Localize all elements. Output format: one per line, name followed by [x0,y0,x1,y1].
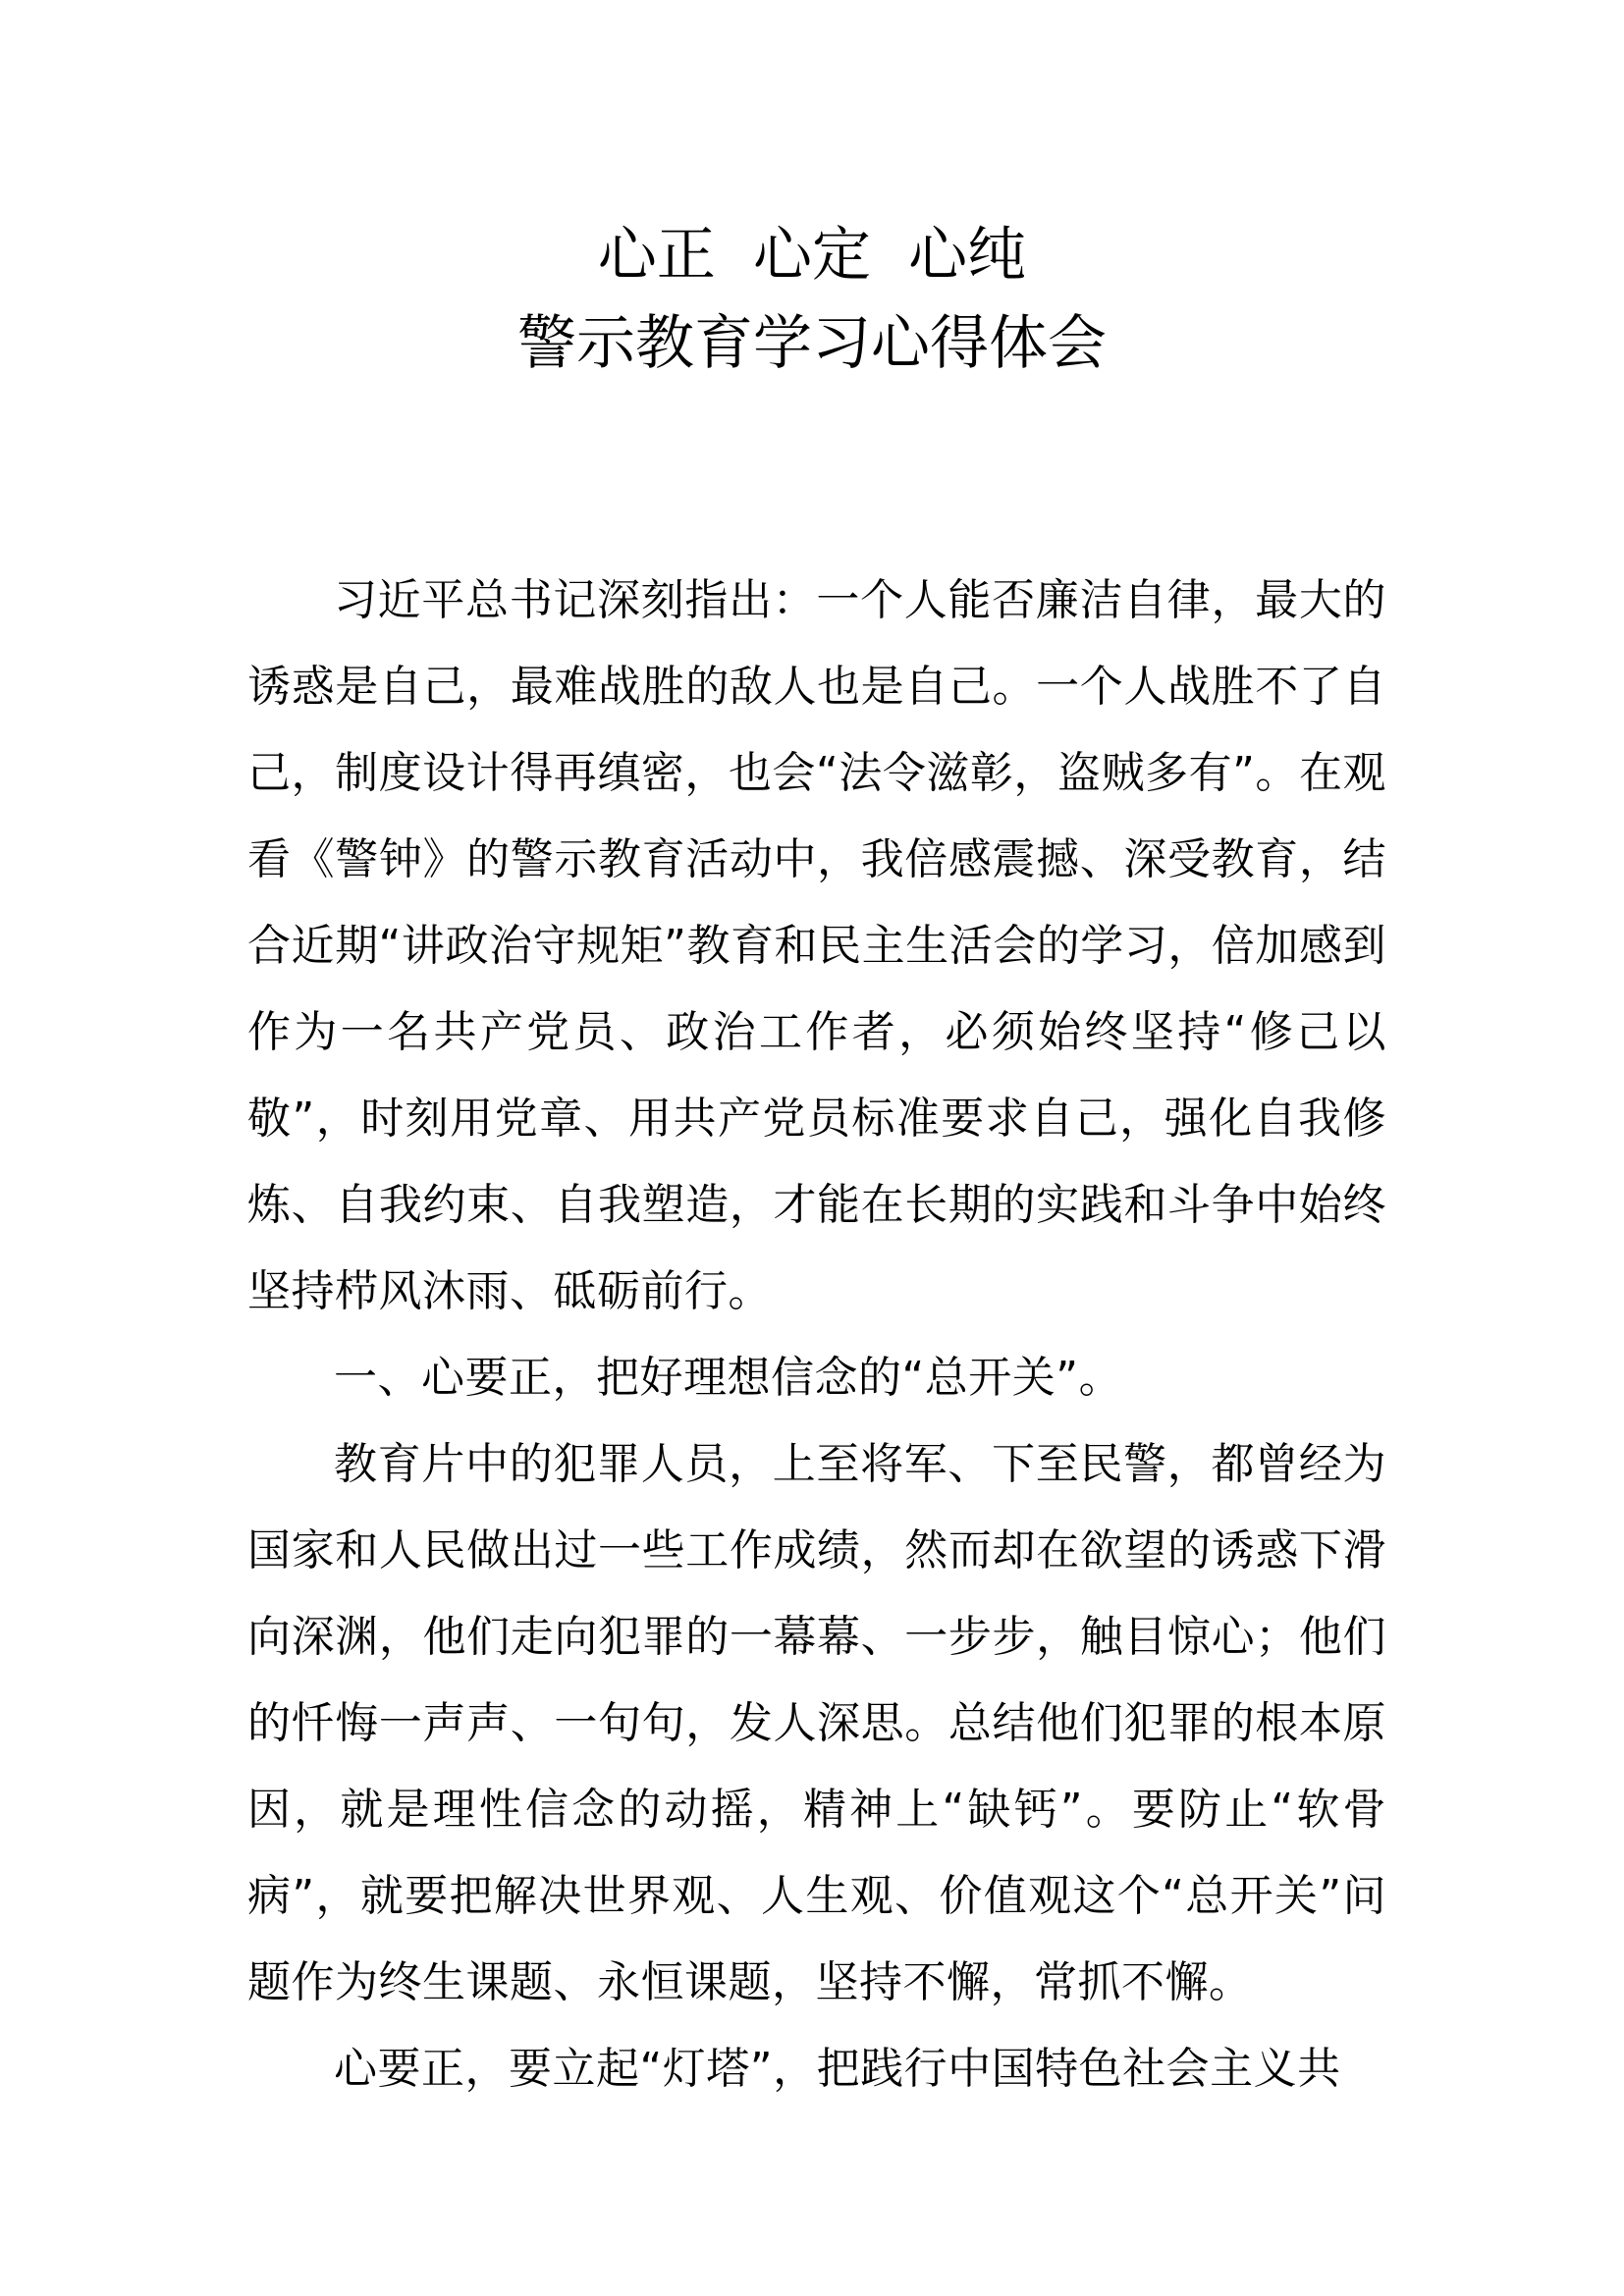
document-body [247,558,1386,2112]
paragraph-intro: 习近平总书记深刻指出：一个人能否廉洁自律，最大的诱惑是自己，最难战胜的敌人也是自己。一个人战胜不了自己，制度设计得再缜密，也会“法令滋彰，盗贼多有”。在观看《警钟》的警示教育活动中，我倍感震撼、深受教育，结合近期“讲政治守规矩”教育和民主生活会的学习，倍加感到作为一名共产党员、政治工作者，必须始终坚持“修己以敬”，时刻用党章、用共产党员标准要求自己，强化自我修炼、自我约束、自我塑造，才能在长期的实践和斗争中始终坚持栉风沐雨、砥砺前行。 [247,575,1386,1316]
title-line-1: 心正 心定 心纯 [597,221,1027,290]
paragraph-section-1: 教育片中的犯罪人员，上至将军、下至民警，都曾经为国家和人民做出过一些工作成绩，然而却在欲望的诱惑下滑向深渊，他们走向犯罪的一幕幕、一步步，触目惊心；他们的忏悔一声声、一句句，发人深思。总结他们犯罪的根本原因，就是理性信念的动摇，精神上“缺钙”。要防止“软骨病”，就要把解决世界观、人生观、价值观这个“总开关”问题作为终生课题、永恒课题，坚持不懈，常抓不懈。 [247,1439,1386,2007]
document-title [0,211,1624,388]
paragraph-section-1-continued: 心要正，要立起“灯塔”，把践行中国特色社会主义共 [334,2044,1341,2094]
section-heading-1: 一、心要正，把好理想信念的“总开关”。 [334,1353,1123,1403]
title-line-2: 警示教育学习心得体会 [517,309,1107,378]
